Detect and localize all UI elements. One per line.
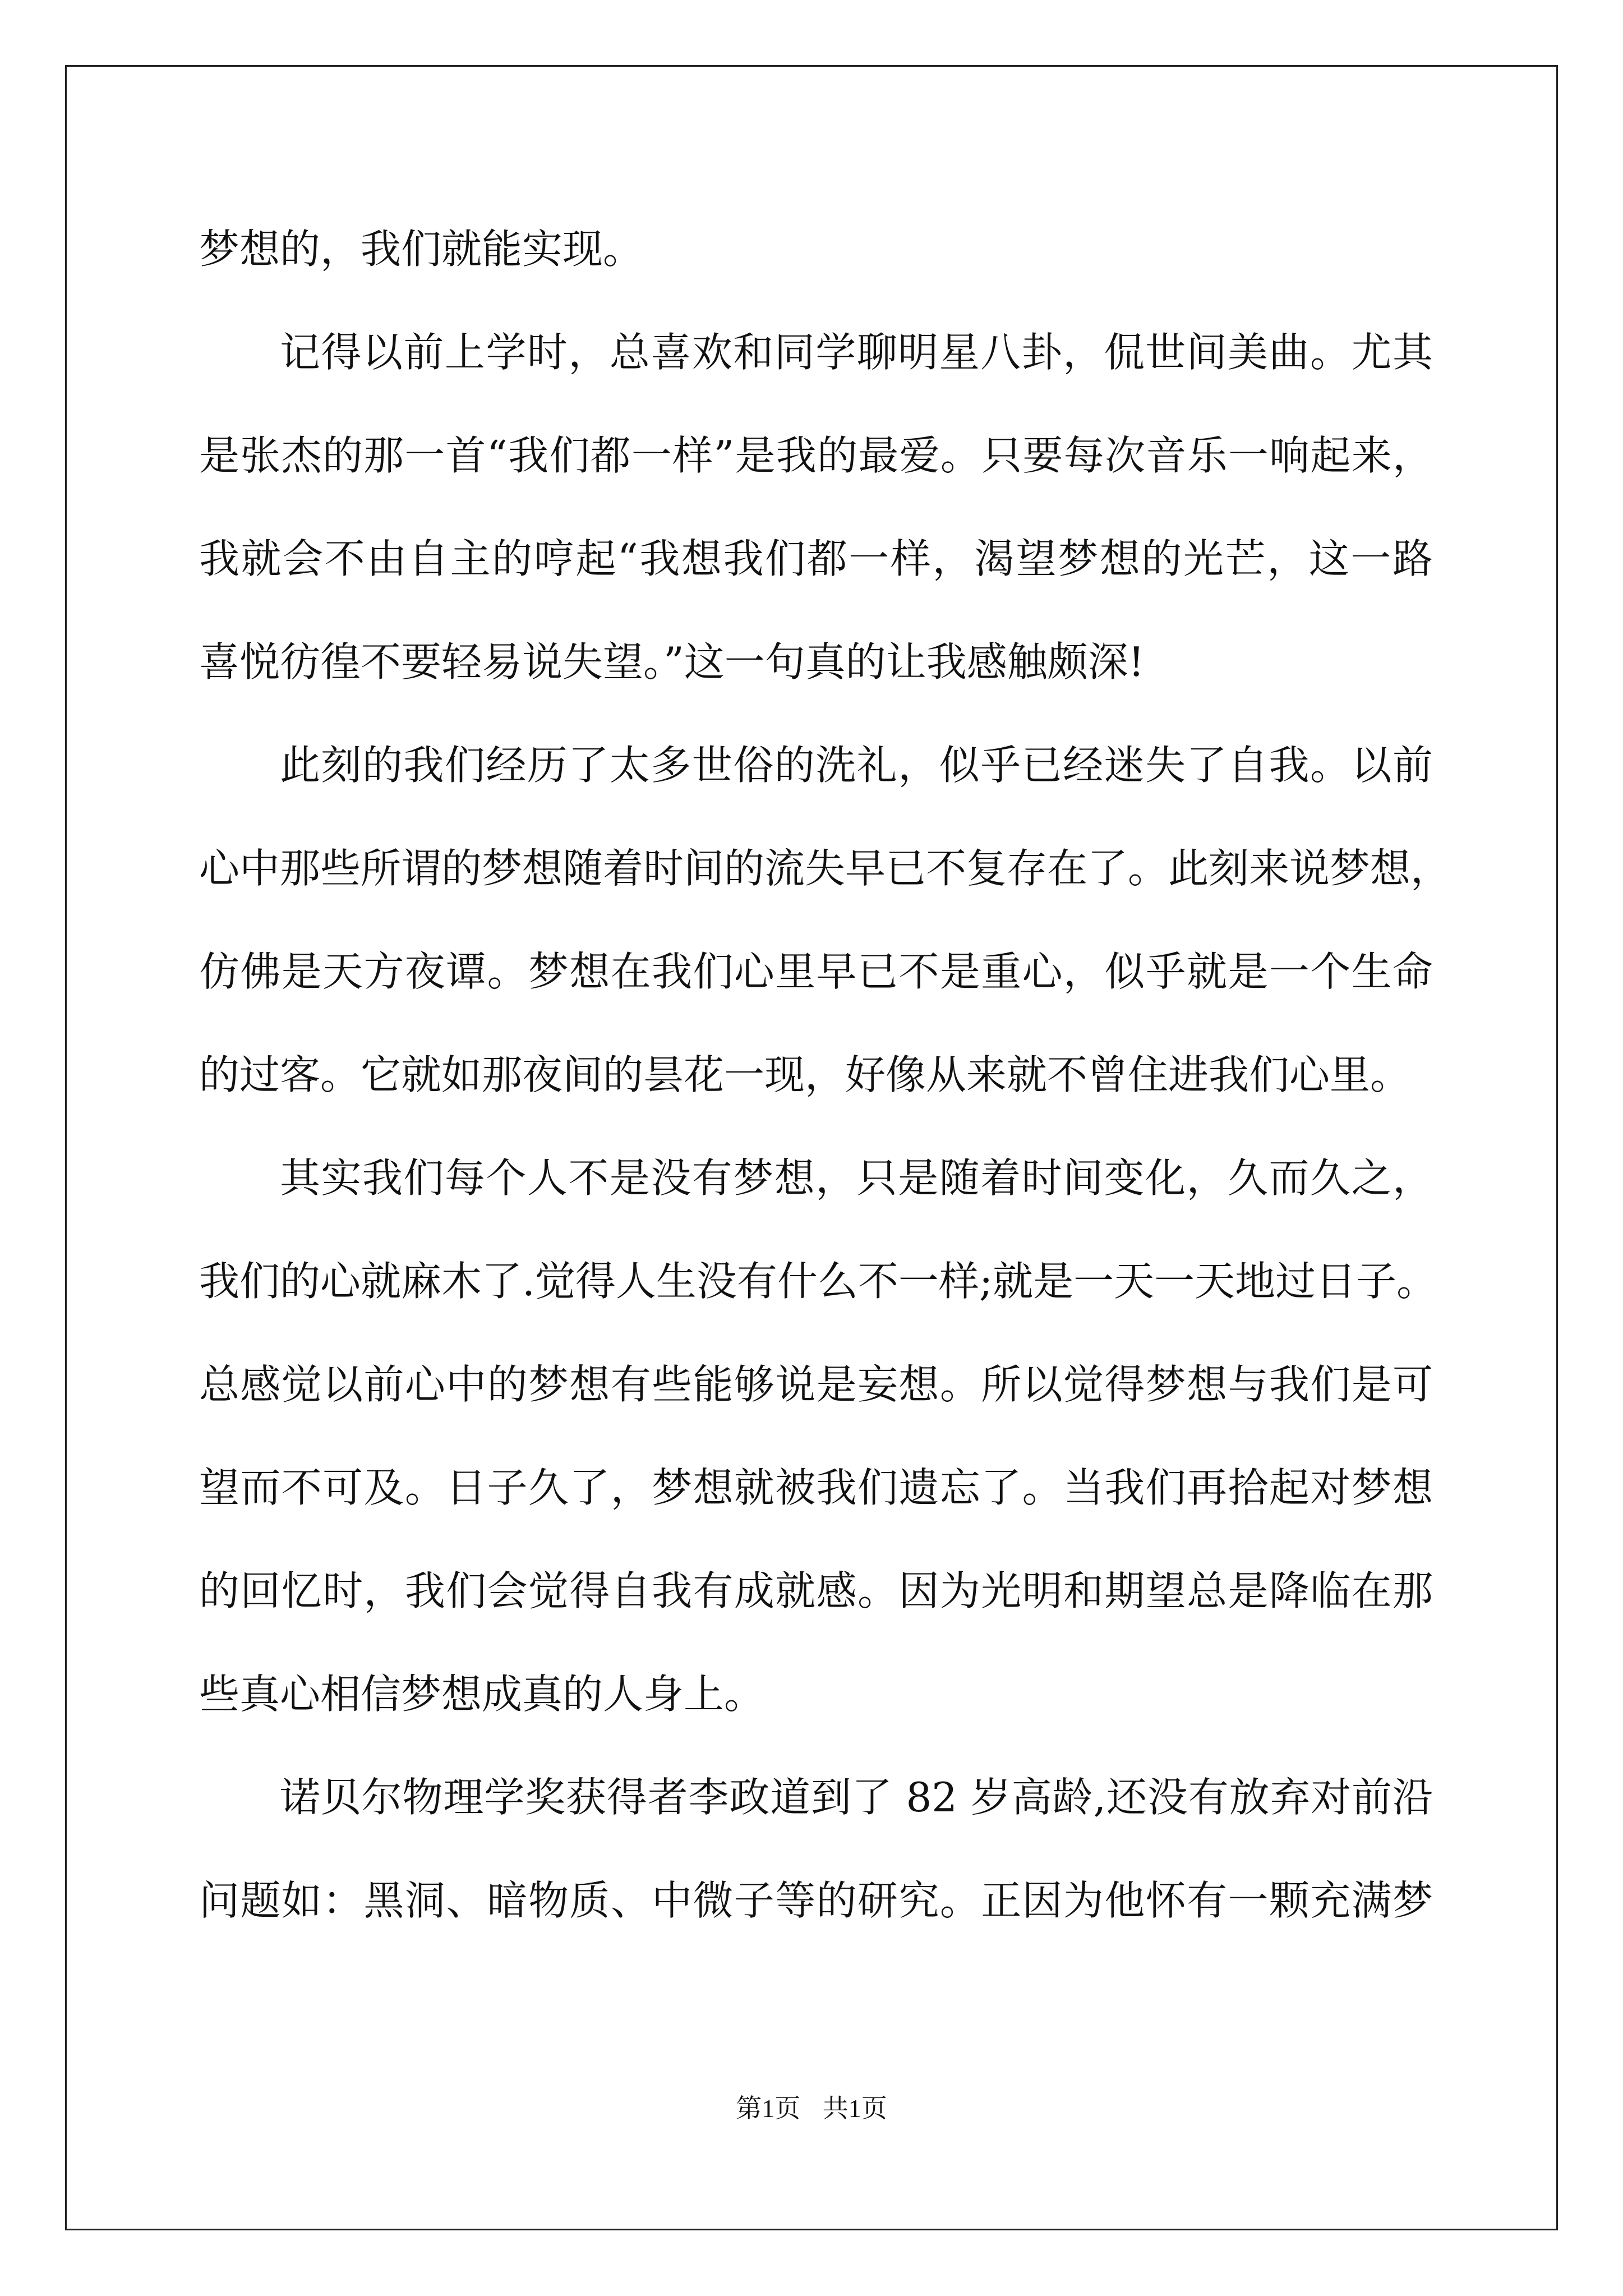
text-line: 是张杰的那一首“我们都一样”是我的最爱。只要每次音乐一响起来， xyxy=(199,432,1433,479)
text-line: 望而不可及。日子久了，梦想就被我们遗忘了。当我们再拾起对梦想 xyxy=(199,1464,1433,1511)
text-line: 的回忆时，我们会觉得自我有成就感。因为光明和期望总是降临在那 xyxy=(199,1567,1433,1614)
text-line: 其实我们每个人不是没有梦想，只是随着时间变化，久而久之， xyxy=(280,1154,1433,1202)
page-total: 共1页 xyxy=(822,2094,887,2123)
text-line: 的过客。它就如那夜间的昙花一现，好像从来就不曾住进我们心里。 xyxy=(199,1051,1411,1098)
text-line: 诺贝尔物理学奖获得者李政道到了 82 岁高龄,还没有放弃对前沿 xyxy=(280,1774,1433,1821)
text-line: 梦想的，我们就能实现。 xyxy=(199,226,644,273)
text-line: 喜悦彷徨不要轻易说失望。”这一句真的让我感触颇深! xyxy=(199,638,1145,685)
text-line: 我们的心就麻木了.觉得人生没有什么不一样;就是一天一天地过日子。 xyxy=(199,1258,1437,1305)
text-line: 仿佛是天方夜谭。梦想在我们心里早已不是重心，似乎就是一个生命 xyxy=(199,948,1433,995)
text-line: 心中那些所谓的梦想随着时间的流失早已不复存在了。此刻来说梦想， xyxy=(199,845,1451,892)
document-body xyxy=(199,197,1451,1952)
text-line: 此刻的我们经历了太多世俗的洗礼，似乎已经迷失了自我。以前 xyxy=(280,742,1433,789)
text-line: 我就会不由自主的哼起“我想我们都一样，渴望梦想的光芒，这一路 xyxy=(199,535,1433,582)
text-line: 些真心相信梦想成真的人身上。 xyxy=(199,1671,765,1718)
text-line: 总感觉以前心中的梦想有些能够说是妄想。所以觉得梦想与我们是可 xyxy=(199,1361,1433,1408)
text-line: 问题如：黑洞、暗物质、中微子等的研究。正因为他怀有一颗充满梦 xyxy=(199,1877,1433,1924)
text-line: 记得以前上学时，总喜欢和同学聊明星八卦，侃世间美曲。尤其 xyxy=(280,329,1433,376)
page-footer xyxy=(0,2088,1623,2125)
page-number: 第1页 xyxy=(736,2094,801,2123)
